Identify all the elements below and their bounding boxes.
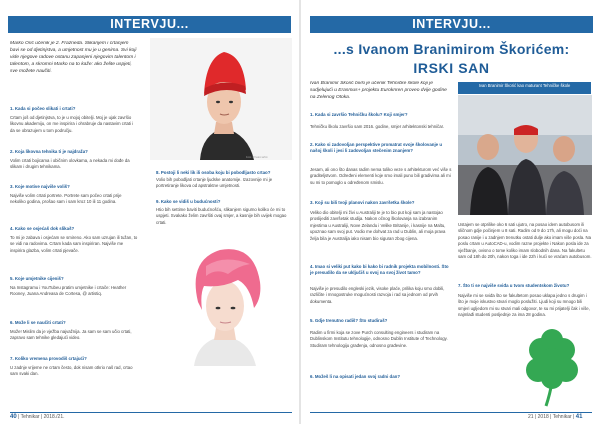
- answer: Radim u firmi koja se zove Purch consulting engineers i studiram na Dublinskom Institutu tehnologije, odnosno Dublin Institute of Technology. Studiram tehnologiju građenja, odnosno građevine.: [310, 330, 448, 348]
- answer: Najviše mi se sviđa što se fakultetom posao uklapa jedno s drugim i što je moje iskustvo stvari moglo poslužiti. Ljudi koji su mnogo bili smjeri ugljedom mi su stvari mali odgovor, te su mi prijatelji čak i više, najmlađi studenti posljednje za ima 28 godina.: [458, 293, 590, 318]
- right-page-number: 41: [575, 414, 583, 420]
- answer: Na Instagramu i YouTubeu pratim umjetnike i crtače: Heather Rooney, Juana Andreasa de Cortesa, @ artistiq.: [10, 285, 127, 297]
- answer: To mi je zabava i osjećam se smireno. Ako sam uzrujan ili tužan, to se vidi na radovima. Crtam kada sam inspiriran. Najviše me inspirira glazba, volim crtati pjevače.: [10, 235, 138, 253]
- left-page-number: 40: [10, 414, 17, 420]
- answer: Veliko dio obitelji mi živi u Australiji te je to bio put koji sam ja nastojao proslijediti završetak studija. Nakon očnog školovanja na izabranim mjestima u Australiji, Nove Zelandu i Velike Britanije, i kasnije na Maltu, upoznao sam svoj put. Vodio me dohvat za rad u Dublin, ali moja prava želja bila je Australija iako nisam bio siguran zbog cijena.: [310, 210, 446, 241]
- right-footer-line: [310, 412, 592, 413]
- question: 4. Kako se osjećaš dok slikaš?: [10, 226, 75, 231]
- group-photo-icon: [458, 95, 592, 215]
- question: 8. Postoji li neki lik ili osoba koju bi pobodljasto crtao?: [156, 170, 271, 175]
- left-footer: [10, 414, 65, 420]
- question: 6. Može li se naučiti crtati?: [10, 320, 66, 325]
- question: 1. Kada si završio Tehničku školu? Koji smjer?: [310, 112, 408, 117]
- answer: Volim crtati bojicama i običnim olovkama, a nekada mi dođe da slikam i drugim tehnikama.: [10, 158, 130, 170]
- question: 7. Što ti se najviše sviđa u tvom studentskom životu?: [458, 283, 570, 288]
- portrait-photo: [150, 38, 292, 160]
- right-lead: Ivan Branimir Škorić bivši je učenik Tehničke škole koji je sudjelujući u Erasmus+ projektu Euroknren proveo dvije godine na Zelenog Otoka.: [310, 81, 447, 100]
- left-footer-line: [10, 412, 292, 413]
- answer: Najviše je presudilo engleski jezik, visoke plaće, prilika koju smo dobili, različite i mnogostruke mogućnosti razvoja i rad sa jednom od prvih dokumenta.: [310, 286, 445, 304]
- answer: U zadnje vrijeme ne crtam često, dok nisam otkrio naš rad, crtao sam svaki dan.: [10, 365, 133, 377]
- pink-hair-portrait-icon: [158, 236, 292, 366]
- question: 6. Možeš li na opisati jedan svoj radni dan?: [310, 374, 401, 379]
- question: 1. Kada si počeo slikati i crtati?: [10, 106, 76, 111]
- answer: Najviše volim crtati portrete. Portrete sam počeo crtati prije nekoliko godina, prošao sam i sam kroz 10 ili 11 godina.: [10, 193, 122, 205]
- left-column-2: [156, 170, 292, 230]
- right-column-2: [458, 222, 592, 322]
- question: 2. Koja likovna tehnika ti je najdraža?: [10, 149, 88, 154]
- question: 3. Koji su bili tvoji planovi nakon završetka škole?: [310, 200, 415, 205]
- answer: Jesam, ali ono što danas radim nema toliko veze s arhitekturom već više s graditeljstvom. Određeni elementi koje smo imali puno bili gradivima ali mi su mi to pomoglo u određenom smislu.: [310, 167, 452, 185]
- left-banner: INTERVJU...: [8, 16, 291, 33]
- question: 7. Koliko vremena provodiš crtajući?: [10, 356, 87, 361]
- photo-caption: Ivan Branimir Škorić kao maturant Tehničke škole: [458, 82, 591, 94]
- pink-hair-drawing: [158, 236, 292, 366]
- answer: Crtam još od djetinjstva, to je u mojoj obitelji. Moj je ujak završio likovnu akademiju, on me inspirira i ohrabruje da nastavim crtati i da se obrazujem u tom području.: [10, 115, 134, 133]
- right-footer: [528, 414, 582, 420]
- article-title-line-1: ...s Ivanom Branimirom Škorićem:: [333, 41, 570, 57]
- graduation-photo: [458, 95, 592, 215]
- answer: Htio bih settime baviti budućnošću, slikanjem sigurno koliko će mi to uspjeti. Svakako želim završiti ovaj smjer, a kasnije bih uvijek mogao crtati.: [156, 207, 287, 225]
- right-banner: INTERVJU...: [310, 16, 593, 33]
- answer: Tehničku školu završio sam 2016. godine, smjer arhitektonski tehničar.: [310, 124, 444, 129]
- right-page: [300, 0, 600, 424]
- left-footer-text: | Tehnikar | 2018./21.: [18, 414, 65, 420]
- left-column-1: [10, 106, 138, 406]
- question: 9. Kako se vidiš u budućnosti?: [156, 199, 221, 204]
- left-lead: Marko Orić učenik je 2. Frazneda. Slikanjem i crtanjem bavi se od djetinjstva, a umjetnost mu je u genima. Svi koji vide njegove radove ostanu zapanjeni njegovim talentom i talentom, a skromni Marko na to kaže: ako želite uspjeti, sve možete naučiti.: [10, 41, 137, 74]
- answer: Ustajem se otprilike oko 6 sati ujutro, na posao idem autobusom ili sličnom gdje počinjem u 8 sati. Radim od 9 do 17h, ali mogu doći na posao ranije i u zadnjem trenutku ostati dulje ako imam više posla. Na poslu crtam u AutoCAD-u, vodim razne projekte i Nakon posla ide za vježbanje, ovisno o tome koliko imam slobodnih dana. Na fakultetu sam od 18h do 20h, nakon toga i ide 22h i kući se vraćam autobusom.: [458, 222, 592, 260]
- answer: Može! Mislim da je vježba najvažnija. Ja sam se sam učio crtati, zapravo sam tehnike gledajući video.: [10, 329, 132, 341]
- article-title-line-2: IRSKI SAN: [413, 60, 490, 76]
- photo-credit: Foto: Privatni arhiv: [246, 156, 268, 159]
- question: 2. Kako si zadovoljan perspektive promatrat svoje školovanje u našoj školi i jesi li zadovoljan stečenim znanjem?: [310, 142, 443, 154]
- question: 4. Imao si veliki put kako bi kako bi radnik projekta mobilnosti. Što je presudilo da se uključiš u svoj na svoj život tamo?: [310, 264, 449, 276]
- boy-with-red-beanie-icon: [150, 38, 292, 160]
- question: 3. Koje motive najviše voliš?: [10, 184, 70, 189]
- shamrock-icon: [516, 326, 588, 408]
- right-footer-text: 21 | 2018 | Tehnikar |: [528, 414, 575, 420]
- shamrock-graphic: [516, 326, 588, 408]
- question: 5. Koje umjetnike cijeniš?: [10, 276, 64, 281]
- question: 5. Gdje trenutno radiš? Što studiraš?: [310, 318, 388, 323]
- answer: Volio bih pobodljati crtanje ljudske anatomije. Izazovnije mi je portretiranje likova od apstraktne umjetnosti.: [156, 177, 273, 189]
- right-column-1: [310, 112, 452, 408]
